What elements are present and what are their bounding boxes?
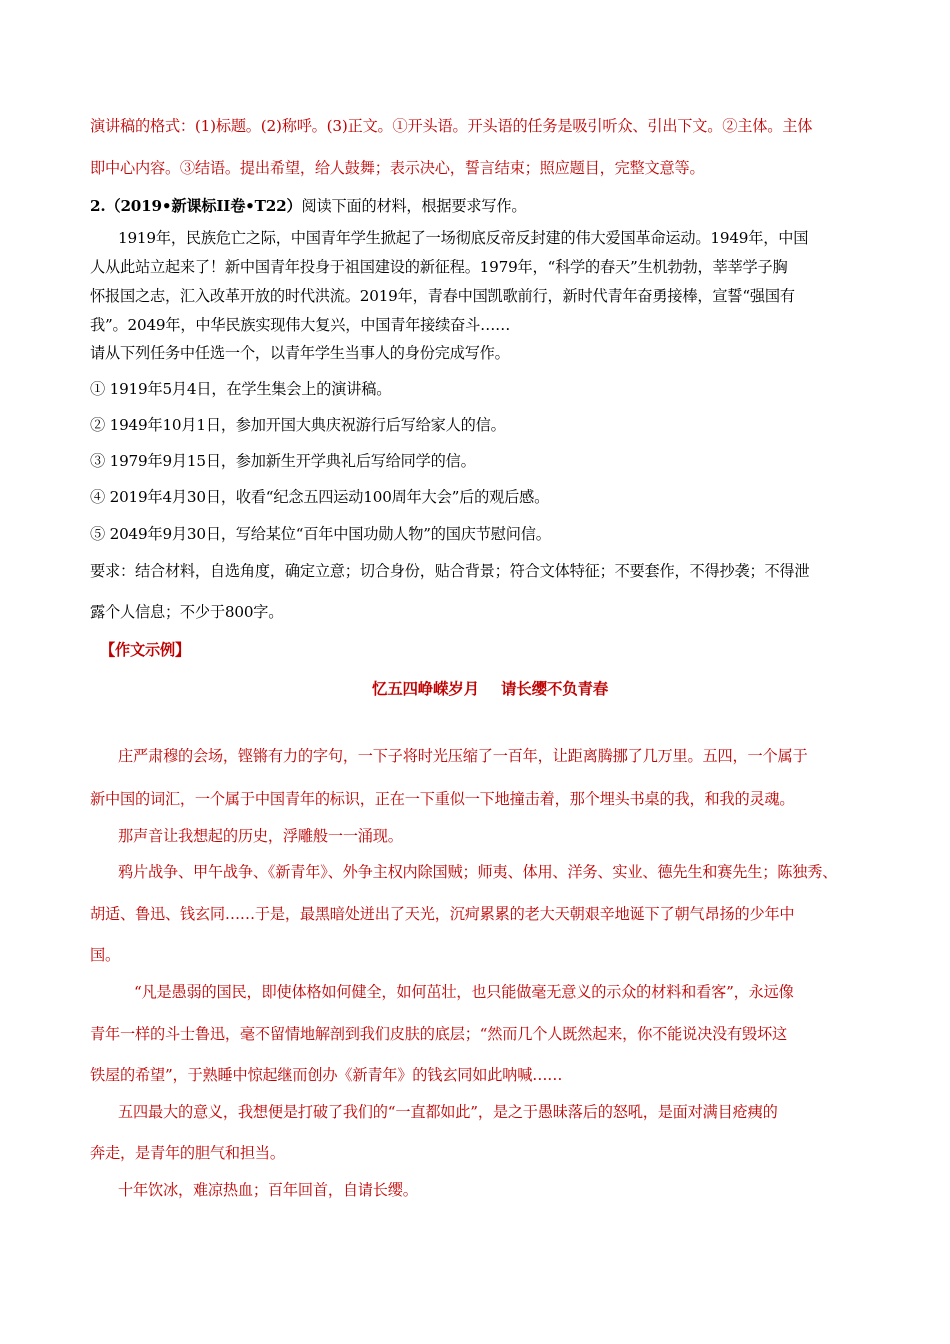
task-item-3: ③ 1979年9月15日，参加新生开学典礼后写给同学的信。 [90,452,476,470]
task-item-5: ⑤ 2049年9月30日，写给某位“百年中国功勋人物”的国庆节慰问信。 [90,525,551,543]
essay-paragraph-line: 铁屋的希望”，于熟睡中惊起继而创办《新青年》的钱玄同如此呐喊…… [90,1066,563,1084]
question-heading [90,196,870,216]
essay-paragraph-line: “凡是愚弱的国民，即使体格如何健全，如何茁壮，也只能做毫无意义的示众的材料和看客”，永远像 [134,983,794,1001]
task-item-4: ④ 2019年4月30日，收看“纪念五四运动100周年大会”后的观后感。 [90,488,550,506]
requirements-line-1: 要求：结合材料，自选角度，确定立意；切合身份，贴合背景；符合文体特征；不要套作，不得抄袭；不得泄 [90,562,810,580]
essay-paragraph-line: 奔走，是青年的胆气和担当。 [90,1144,285,1162]
format-note-line-1: 演讲稿的格式：(1)标题。(2)称呼。(3)正文。①开头语。开头语的任务是吸引听众、引出下文。②主体。主体 [90,117,813,135]
essay-paragraph-line: 十年饮冰，难凉热血；百年回首，自请长缨。 [118,1181,418,1199]
task-item-1: ① 1919年5月4日，在学生集会上的演讲稿。 [90,380,392,398]
requirements-line-2: 露个人信息；不少于800字。 [90,603,284,621]
example-label: 【作文示例】 [100,641,190,659]
essay-paragraph-line: 五四最大的意义，我想便是打破了我们的“一直都如此”，是之于愚昧落后的怒吼，是面对满目疮痍的 [118,1103,778,1121]
essay-paragraph-line: 胡适、鲁迅、钱玄同……于是，最黑暗处迸出了天光，沉疴累累的老大天朝艰辛地诞下了朝气昂扬的少年中 [90,905,795,923]
essay-paragraph-line: 那声音让我想起的历史，浮雕般一一涌现。 [118,827,403,845]
essay-title [0,679,950,699]
essay-title-part-2: 请长缨不负青春 [501,679,609,698]
material-line-1: 1919年，民族危亡之际，中国青年学生掀起了一场彻底反帝反封建的伟大爱国革命运动。1949年，中国 [118,229,809,247]
task-intro: 请从下列任务中任选一个，以青年学生当事人的身份完成写作。 [90,344,510,362]
material-line-4: 我”。2049年，中华民族实现伟大复兴，中国青年接续奋斗…… [90,316,511,334]
essay-paragraph-line: 鸦片战争、甲午战争、《新青年》、外争主权内除国贼；师夷、体用、洋务、实业、德先生和赛先生；陈独秀、 [118,863,838,881]
essay-title-part-1: 忆五四峥嵘岁月 [371,679,479,698]
essay-paragraph-line: 新中国的词汇，一个属于中国青年的标识，正在一下重似一下地撞击着，那个埋头书桌的我，和我的灵魂。 [90,790,795,808]
material-line-3: 怀报国之志，汇入改革开放的时代洪流。2019年，青春中国凯歌前行，新时代青年奋勇接棒，宣誓“强国有 [90,287,795,305]
essay-paragraph-line: 庄严肃穆的会场，铿锵有力的字句，一下子将时光压缩了一百年，让距离腾挪了几万里。五四，一个属于 [118,747,808,765]
question-prompt: 阅读下面的材料，根据要求写作。 [301,197,527,215]
essay-paragraph-line: 青年一样的斗士鲁迅，毫不留情地解剖到我们皮肤的底层；“然而几个人既然起来，你不能说决没有毁坏这 [90,1025,787,1043]
format-note-line-2: 即中心内容。③结语。提出希望，给人鼓舞；表示决心，誓言结束；照应题目，完整文意等。 [90,159,705,177]
material-line-2: 人从此站立起来了！新中国青年投身于祖国建设的新征程。1979年，“科学的春天”生机勃勃，莘莘学子胸 [90,258,788,276]
essay-paragraph-line: 国。 [90,946,120,964]
question-source: 2.（2019•新课标II卷•T22） [90,197,302,215]
task-item-2: ② 1949年10月1日，参加开国大典庆祝游行后写给家人的信。 [90,416,506,434]
